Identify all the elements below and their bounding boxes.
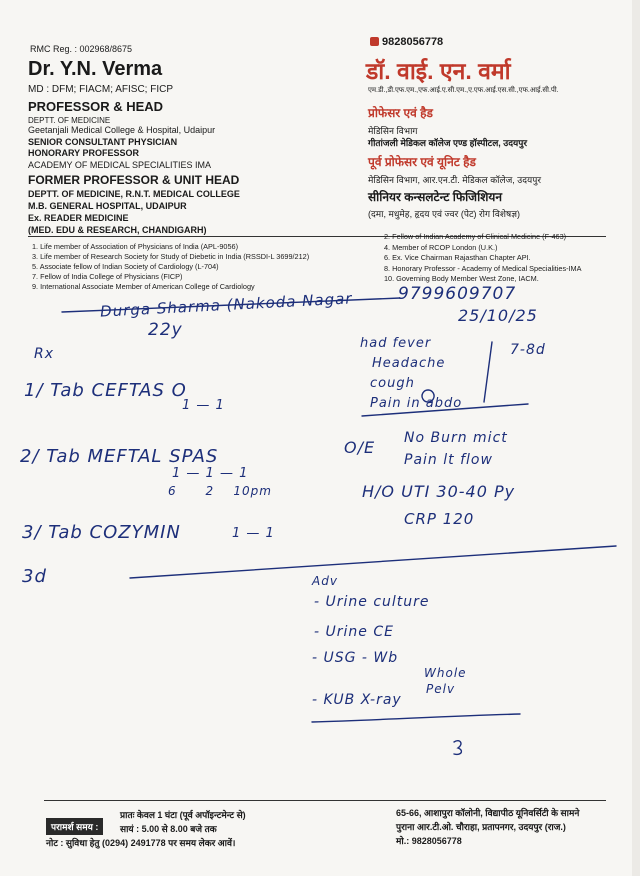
medicine-1-dose: 1 — 1 xyxy=(182,398,225,413)
consultant-line: SENIOR CONSULTANT PHYSICIAN xyxy=(28,137,178,147)
advice-usg-pelvis: Pelv xyxy=(426,682,456,696)
medicine-2: 2/ Tab MEFTAL SPAS xyxy=(20,446,219,467)
footer-note: नोट : सुविधा हेतु (0294) 2491778 पर समय लेकर आवें। xyxy=(46,838,236,848)
medicine-3: 3/ Tab COZYMIN xyxy=(22,522,181,543)
duration: 3d xyxy=(22,566,47,587)
timing-evening: सायं : 5.00 से 8.00 बजे तक xyxy=(120,824,217,834)
title2-hindi: पूर्व प्रोफेसर एवं यूनिट हैड xyxy=(368,155,476,169)
dept-hindi: मेडिसिन विभाग xyxy=(368,126,418,136)
academy-line: ACADEMY OF MEDICAL SPECIALITIES IMA xyxy=(28,160,212,170)
membership-item: 8. Honorary Professor - Academy of Medical Specialities-IMA xyxy=(384,263,582,273)
history-fever: had fever xyxy=(360,336,432,351)
address-line-2: पुराना आर.टी.ओ. चौराहा, प्रतापनगर, उदयपुर (राज.) xyxy=(396,822,566,832)
membership-item: 1. Life member of Association of Physicians of India (APL-9056) xyxy=(32,242,239,251)
registration-number: RMC Reg. : 002968/8675 xyxy=(30,44,133,54)
college-hindi: गीतांजली मेडिकल कॉलेज एण्ड हॉस्पीटल, उदयपुर xyxy=(368,138,528,148)
membership-item: 3. Life member of Research Society for Study of Diebetic in India (RSSDI-L 3699/212) xyxy=(32,252,310,261)
advice-underline xyxy=(312,714,520,722)
advice-urine-ce: - Urine CE xyxy=(314,624,394,640)
medicine-2-dose: 1 — 1 — 1 xyxy=(172,466,249,481)
honorary-line: HONORARY PROFESSOR xyxy=(28,148,140,158)
doctor-name-hindi: डॉ. वाई. एन. वर्मा xyxy=(366,58,511,84)
college-line: Geetanjali Medical College & Hospital, Udaipur xyxy=(28,125,216,135)
visit-date: 25/10/25 xyxy=(458,306,538,325)
specialities-hindi: (दमा, मधुमेह, हृदय एवं ज्वर (पेट) रोग विशेषज्ञ) xyxy=(368,209,520,219)
prescription-end-line xyxy=(130,546,616,578)
timing-morning: प्रातः केवल 1 घंटा (पूर्व अपॉइन्टमेन्ट से) xyxy=(120,810,246,820)
signature-mark xyxy=(454,741,461,755)
medicine-3-dose: 1 — 1 xyxy=(232,526,275,541)
title-professor-head: PROFESSOR & HEAD xyxy=(28,99,164,114)
oe-note-1: No Burn mict xyxy=(404,430,508,446)
history-duration: 7-8d xyxy=(510,342,546,358)
membership-item: 7. Fellow of India College of Physicians (FICP) xyxy=(32,272,183,281)
patient-age: 22y xyxy=(148,320,183,340)
history-uti: H/O UTI 30-40 Py xyxy=(362,482,516,501)
membership-item: 4. Member of RCOP London (U.K.) xyxy=(384,242,498,252)
history-underline xyxy=(362,404,528,416)
history-cough: cough xyxy=(370,376,415,391)
membership-item: 5. Associate fellow of Indian Society of Cardiology (L-704) xyxy=(32,262,219,271)
hospital-line: M.B. GENERAL HOSPITAL, UDAIPUR xyxy=(28,201,187,211)
dept-line: DEPTT. OF MEDICINE xyxy=(28,116,111,125)
doctor-degrees: MD : DFM; FIACM; AFISC; FICP xyxy=(28,84,173,95)
consultant-hindi: सीनियर कन्सलटेन्ट फिजिशियन xyxy=(368,190,502,204)
footer-divider xyxy=(44,800,606,801)
rx-symbol: Rx xyxy=(34,346,55,362)
oe-note-2: Pain lt flow xyxy=(404,452,493,468)
advice-urine-culture: - Urine culture xyxy=(314,594,430,610)
advice-kub: - KUB X-ray xyxy=(312,692,402,708)
oe-label: O/E xyxy=(344,438,376,457)
patient-name: Durga Sharma (Nakoda Nagar xyxy=(99,289,353,321)
crp-value: CRP 120 xyxy=(404,510,475,528)
medicine-1: 1/ Tab CEFTAS O xyxy=(24,380,187,401)
circle-mark xyxy=(422,390,434,402)
membership-item: 9. International Associate Member of American College of Cardiology xyxy=(32,282,255,291)
advice-usg: - USG - Wb xyxy=(312,650,399,666)
history-pain: Pain in abdo xyxy=(370,396,463,411)
membership-item: 2. Fellow of Indian Academy of Clinical Medicine (F-463) xyxy=(384,232,567,241)
membership-item: 10. Governing Body Member West Zone, IACM. xyxy=(384,274,539,283)
patient-phone: 9799609707 xyxy=(398,284,517,304)
research-line: (MED. EDU & RESEARCH, CHANDIGARH) xyxy=(28,225,207,235)
medicine-2-timing: 6 2 10pm xyxy=(168,484,272,498)
former-dept-line: DEPTT. OF MEDICINE, R.N.T. MEDICAL COLLEGE xyxy=(28,189,240,199)
doctor-name: Dr. Y.N. Verma xyxy=(28,58,163,80)
phone-number: 9828056778 xyxy=(382,36,444,48)
history-headache: Headache xyxy=(372,356,446,371)
consult-time-badge: परामर्श समय : xyxy=(46,818,103,835)
membership-item: 6. Ex. Vice Chairman Rajasthan Chapter API. xyxy=(384,253,531,262)
address-line-1: 65-66, आशापुरा कॉलोनी, विद्यापीठ यूनिवर्सिटी के सामने xyxy=(396,808,580,818)
name-underline xyxy=(62,298,400,312)
title1-hindi: प्रोफेसर एवं हैड xyxy=(368,106,433,120)
history-divider xyxy=(484,342,492,402)
former-dept-hindi: मेडिसिन विभाग, आर.एन.टी. मेडिकल कॉलेज, उदयपुर xyxy=(368,175,542,185)
degrees-hindi: एम.डी.,डी.एफ.एम.,एफ.आई.ए.सी.एम.,ए.एफ.आई.एस.सी.,एफ.आई.सी.पी. xyxy=(368,87,559,94)
address-phone: मो.: 9828056778 xyxy=(396,836,462,846)
advice-label: Adv xyxy=(312,574,338,588)
title-former-professor: FORMER PROFESSOR & UNIT HEAD xyxy=(28,173,240,187)
reader-line: Ex. READER MEDICINE xyxy=(28,213,129,223)
advice-usg-whole: Whole xyxy=(424,666,467,680)
